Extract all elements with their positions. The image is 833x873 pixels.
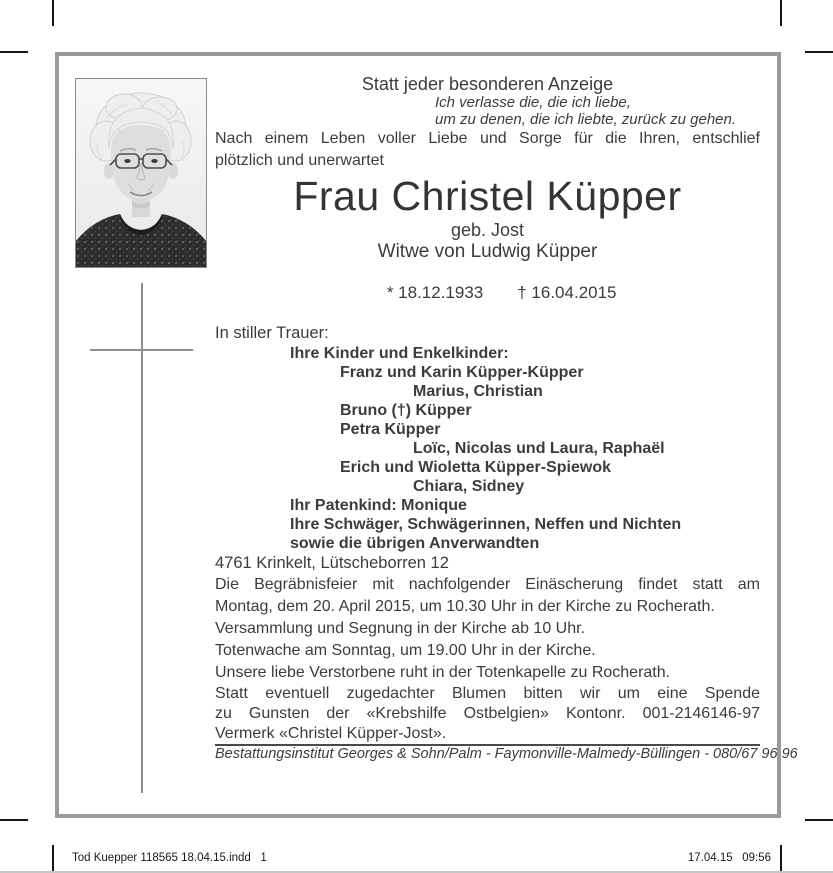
mourner-line: Ihre Kinder und Enkelkinder:: [290, 345, 509, 362]
widow-line: Witwe von Ludwig Küpper: [377, 241, 598, 262]
notice-content: [215, 74, 798, 763]
mourner-line: Bruno (†) Küpper: [340, 402, 472, 419]
godchild-line: Ihr Patenkind: Monique: [290, 497, 467, 514]
event-line: Versammlung und Segnung in der Kirche ab 10 Uhr.: [215, 620, 586, 637]
death-date: † 16.04.2015: [517, 283, 617, 302]
mourners-list: [215, 344, 760, 496]
intro-line: Nach einem Leben voller Liebe und Sorge für die Ihren, entschlief: [215, 130, 760, 147]
address-line: 4761 Krinkelt, Lütscheborren 12: [215, 554, 449, 572]
mourner-line: Franz und Karin Küpper-Küpper: [340, 364, 584, 381]
maiden-name: geb. Jost: [450, 220, 525, 240]
event-paragraph-assembly: [215, 618, 760, 640]
intro-line: plötzlich und unerwartet: [215, 152, 384, 169]
mourner-line: Petra Küpper: [340, 421, 441, 438]
birth-date: * 18.12.1933: [386, 283, 484, 302]
funeral-home-line: Bestattungsinstitut Georges & Sohn/Palm - Faymonville-Malmedy-Büllingen - 080/67 96 96: [215, 746, 798, 762]
event-line: Vermerk «Christel Küpper-Jost».: [215, 725, 447, 742]
event-paragraph-donations: [215, 684, 760, 744]
crop-mark-top-right-horizontal: [805, 51, 833, 53]
memorial-cross-horizontal: [90, 349, 193, 351]
event-line: zu Gunsten der «Krebshilfe Ostbelgien» Kontonr. 001-2146146-97: [215, 705, 760, 722]
event-paragraph-funeral: [215, 574, 760, 618]
crop-mark-bottom-left-vertical: [52, 845, 54, 873]
event-line: Die Begräbnisfeier mit nachfolgender Einäscherung findet statt am: [215, 576, 760, 593]
relatives-line: sowie die übrigen Anverwandten: [290, 535, 540, 552]
event-paragraph-wake: [215, 640, 760, 662]
crop-mark-top-left-vertical: [52, 0, 54, 26]
event-paragraph-chapel: [215, 662, 760, 684]
deceased-name: Frau Christel Küpper: [293, 173, 682, 219]
crop-mark-top-right-vertical: [780, 0, 782, 26]
epigraph-line: Ich verlasse die, die ich liebe,: [435, 94, 631, 111]
mourner-line: Marius, Christian: [413, 383, 543, 400]
crop-mark-bottom-right-horizontal: [805, 819, 833, 821]
mourning-label: In stiller Trauer:: [215, 324, 329, 342]
in-laws-line: Ihre Schwäger, Schwägerinnen, Neffen und Nichten: [290, 516, 682, 533]
event-line: Totenwache am Sonntag, um 19.00 Uhr in der Kirche.: [215, 642, 596, 659]
event-line: Montag, dem 20. April 2015, um 10.30 Uhr in der Kirche zu Rocherath.: [215, 598, 715, 615]
mourner-line: Chiara, Sidney: [413, 478, 525, 495]
footer-datetime: 17.04.15 09:56: [687, 852, 771, 864]
crop-mark-top-left-horizontal: [0, 51, 28, 53]
event-line: Unsere liebe Verstorbene ruht in der Totenkapelle zu Rocherath.: [215, 664, 671, 681]
memorial-cross-vertical: [141, 283, 143, 793]
mourner-line: Loïc, Nicolas und Laura, Raphaël: [413, 440, 665, 457]
intro-paragraph: [215, 128, 760, 172]
event-line: Statt eventuell zugedachter Blumen bitten wir um eine Spende: [215, 685, 760, 702]
epigraph-line: um zu denen, die ich liebte, zurück zu gehen.: [435, 111, 737, 128]
life-dates: [215, 263, 760, 323]
epigraph: [215, 94, 760, 128]
crop-mark-bottom-right-vertical: [780, 845, 782, 873]
crop-mark-bottom-left-horizontal: [0, 819, 28, 821]
portrait-photo: [75, 78, 207, 268]
mourner-line: Erich und Wioletta Küpper-Spiewok: [340, 459, 611, 476]
announcement-line: Statt jeder besonderen Anzeige: [361, 74, 614, 94]
footer-filename: Tod Kuepper 118565 18.04.15.indd 1: [72, 852, 267, 864]
portrait-illustration: [76, 79, 206, 267]
